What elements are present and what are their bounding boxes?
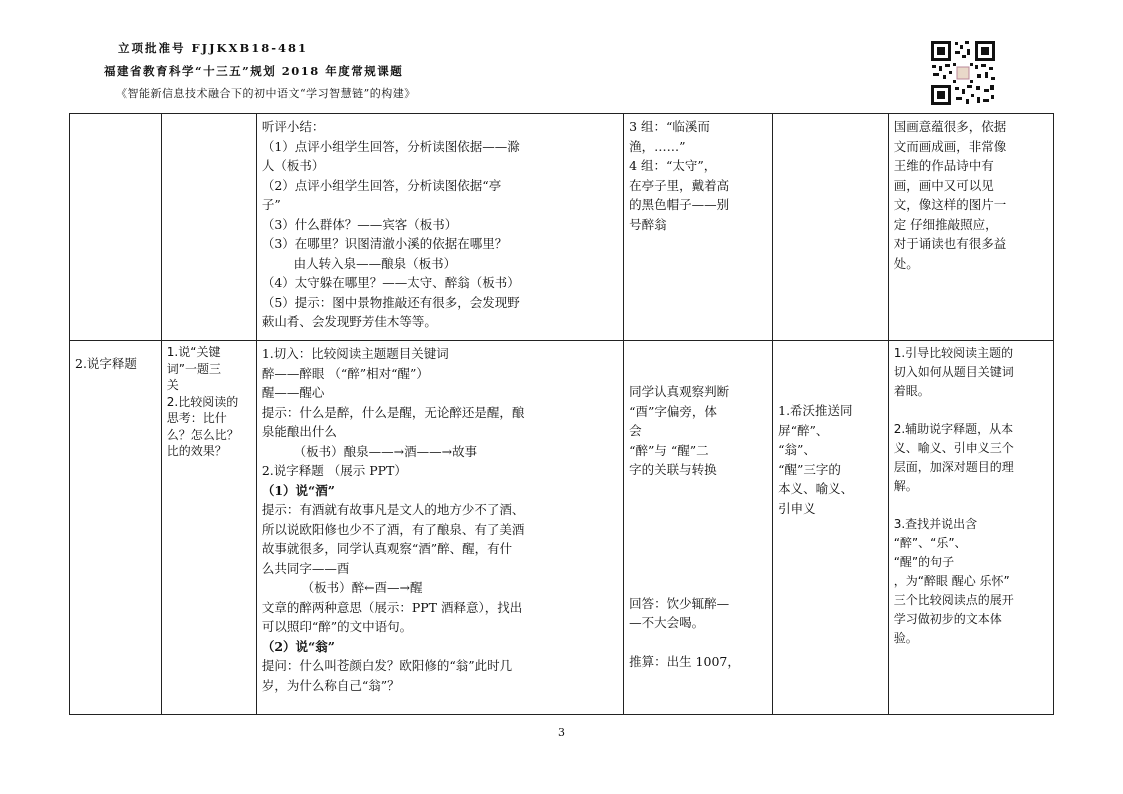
cell-stage — [70, 114, 162, 341]
text-line: 文章的醉两种意思（展示：PPT 酒释意），找出 — [261, 599, 523, 615]
text-line: 王维的作品诗中有 — [893, 158, 994, 173]
text-line: 三个比较阅读点的展开 — [893, 593, 1014, 607]
text-line: 醉——醉眼 （“醉”相对“醒”） — [261, 365, 429, 381]
cell-design-intent — [888, 114, 1053, 341]
cell-technology — [773, 341, 889, 715]
text-line: （1）点评小组学生回答，分析读图依据——滁 — [261, 138, 520, 154]
text-line: 的黑色帽子——别 — [629, 197, 730, 212]
text-line: 所以说欧阳修也少不了酒，有了酿泉、有了美酒 — [261, 521, 525, 537]
qr-code-icon — [929, 39, 997, 107]
text-line: —不大会喝。 — [629, 615, 705, 630]
text-line: 引申义 — [778, 500, 816, 516]
text-line: “醉”与 “醒”二 — [629, 442, 709, 458]
text-line: 4 组：“太守”， — [629, 158, 717, 173]
text-line: 着眼。 — [893, 384, 930, 398]
text-line: 提问：什么叫苍颜白发？欧阳修的“翁”此时几 — [261, 658, 513, 673]
text-line: 回答：饮少辄醉— — [629, 595, 730, 611]
text-line: 画，画中又可以见 — [893, 177, 994, 193]
text-line: 国画意蕴很多，依据 — [893, 119, 1007, 134]
text-line: 1.说“关键 — [166, 345, 221, 359]
text-line: （板书）醉←酉—→醒 — [261, 580, 423, 595]
text-line: （2）点评小组学生回答，分析读图依据“亭 — [261, 177, 502, 193]
text-line: “酉”字偏旁，体 — [629, 403, 717, 419]
text-line: 学习做初步的文本体 — [893, 612, 1002, 626]
cell-teacher-activity — [256, 341, 623, 715]
stage-title: 2.说字释题 — [75, 356, 137, 371]
text-line: “翁”、 — [778, 442, 816, 457]
text-line: 切入如何从题目关键词 — [893, 365, 1014, 379]
cell-goal — [161, 114, 256, 341]
text-line: 听评小结： — [261, 119, 325, 134]
text-line: 2.辅助说字释题，从本 — [893, 422, 1014, 436]
text-line: 在亭子里，戴着高 — [629, 177, 730, 193]
text-line: 故事就很多，同学认真观察“酒”醉、醒，有什 — [261, 541, 513, 556]
text-line: 文而画成画，非常像 — [893, 138, 1007, 154]
text-line: 醒——醒心 — [261, 385, 325, 400]
text-line: 人（板书） — [261, 158, 325, 173]
project-title: 福建省教育科学“十三五”规划 2018 年度常规课题 — [104, 64, 404, 78]
page-number: 3 — [558, 726, 565, 739]
text-line: “醒”的句子 — [893, 555, 955, 569]
text-line: 词”一题三 — [166, 361, 222, 376]
text-line: 层面，加深对题目的理 — [893, 460, 1014, 474]
cell-technology — [773, 114, 889, 341]
text-line: 提示：什么是醉，什么是醒，无论醉还是醒，酿 — [261, 404, 525, 420]
text-line: 推算：出生 1007， — [629, 653, 740, 669]
text-line: 处。 — [893, 255, 919, 271]
text-line: 岁，为什么称自己“翁”？ — [261, 677, 400, 693]
subheading: （1）说“酒” — [261, 482, 335, 498]
text-line: 文，像这样的图片一 — [893, 197, 1007, 212]
text-line: （板书）酿泉——→酒——→故事 — [261, 443, 478, 459]
text-line: 提示：有酒就有故事凡是文人的地方少不了酒、 — [261, 502, 525, 517]
text-line: 1.引导比较阅读主题的 — [893, 346, 1014, 360]
text-line: 泉能酿出什么 — [261, 424, 337, 439]
table-row — [70, 341, 1054, 715]
text-line: 蔌山肴、会发现野芳佳木等等。 — [261, 314, 437, 329]
text-line: 思考：比什 — [166, 411, 227, 425]
text-line: ，为“醉眼 醒心 乐怀” — [893, 574, 1010, 588]
text-line: 比的效果？ — [166, 444, 227, 458]
cell-student-activity — [624, 114, 773, 341]
cell-design-intent — [888, 341, 1053, 715]
cell-goal — [161, 341, 256, 715]
text-line: 么？怎么比？ — [166, 427, 239, 442]
text-line: 义、喻义、引申义三个 — [893, 441, 1014, 455]
table-row — [70, 114, 1054, 341]
text-line: 号醉翁 — [629, 216, 667, 232]
text-line: （3）什么群体？——宾客（板书） — [261, 216, 458, 232]
text-line: 同学认真观察判断 — [629, 384, 730, 399]
subheading: （2）说“翁” — [261, 638, 335, 654]
text-line: 可以照印“醉”的文中语句。 — [261, 619, 413, 634]
text-line: 关 — [166, 378, 179, 392]
text-line: 屏“醉”、 — [778, 422, 829, 438]
text-line: 1.希沃推送同 — [778, 403, 853, 418]
text-line: “醒”三字的 — [778, 461, 841, 477]
cell-student-activity — [624, 341, 773, 715]
text-line: 2.比较阅读的 — [166, 394, 239, 409]
text-line: 3.查找并说出含 — [893, 517, 978, 531]
text-line: 定 仔细推敲照应， — [893, 216, 998, 232]
text-line: 子” — [261, 197, 281, 212]
text-line: 验。 — [893, 631, 918, 645]
text-line: 3 组：“临溪而 — [629, 119, 710, 134]
text-line: 由人转入泉——酿泉（板书） — [261, 255, 457, 271]
text-line: 本义、喻义、 — [778, 481, 854, 496]
page-header — [0, 0, 1123, 110]
cell-stage — [70, 341, 162, 715]
text-line: （4）太守躲在哪里？——太守、醉翁（板书） — [261, 275, 520, 290]
lesson-plan-table — [69, 113, 1054, 715]
text-line: 对于诵读也有很多益 — [893, 236, 1007, 251]
approval-number: 立项批准号 FJJKXB18-481 — [118, 41, 308, 55]
text-line: 渔，……” — [629, 138, 686, 154]
text-line: 会 — [629, 423, 642, 438]
cell-teacher-activity — [256, 114, 623, 341]
text-line: 解。 — [893, 479, 918, 493]
text-line: 2.说字释题 （展示 PPT） — [261, 463, 407, 478]
text-line: （3）在哪里？识图清澈小溪的依据在哪里？ — [261, 236, 508, 251]
text-line: （5）提示：图中景物推敲还有很多，会发现野 — [261, 294, 520, 310]
topic-title: 《智能新信息技术融合下的初中语文“学习智慧链”的构建》 — [116, 87, 416, 100]
text-line: “醉”、“乐”、 — [893, 536, 967, 550]
text-line: 字的关联与转换 — [629, 462, 717, 477]
text-line: 么共同字——酉 — [261, 560, 350, 576]
text-line: 1.切入：比较阅读主题题目关键词 — [261, 346, 449, 361]
